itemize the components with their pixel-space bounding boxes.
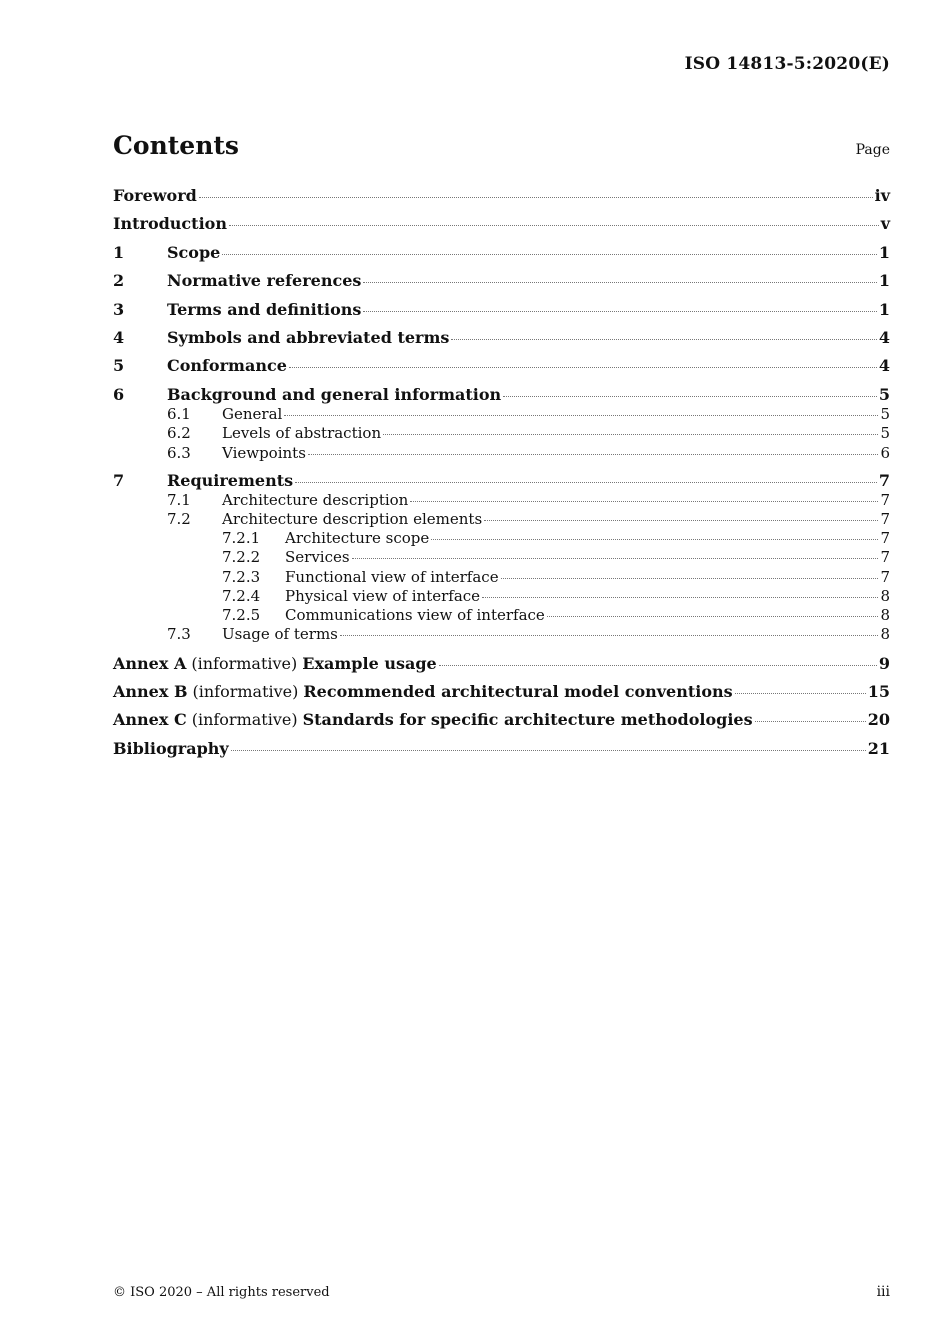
footer-copyright: © ISO 2020 – All rights reserved bbox=[113, 1285, 330, 1300]
dot-leader bbox=[755, 721, 866, 722]
toc-annex-kind: (informative) bbox=[191, 710, 298, 729]
toc-entry-terms-definitions[interactable] bbox=[113, 300, 890, 319]
toc-entry-page: 7 bbox=[880, 510, 890, 528]
toc-entry-requirements[interactable] bbox=[113, 471, 890, 490]
toc-entry-general[interactable] bbox=[113, 405, 890, 423]
toc-entry-title: Architecture description elements bbox=[222, 510, 483, 528]
toc-entry-introduction[interactable] bbox=[113, 214, 890, 233]
toc-entry-number: 7.1 bbox=[167, 491, 191, 509]
dot-leader bbox=[383, 434, 878, 435]
dot-leader bbox=[352, 558, 879, 559]
dot-leader bbox=[547, 616, 879, 617]
document-id: ISO 14813-5:2020(E) bbox=[684, 54, 890, 74]
toc-entry-page: 7 bbox=[878, 471, 890, 490]
toc-annex-label: Annex C bbox=[113, 710, 187, 729]
toc-entry-title: Conformance bbox=[167, 356, 287, 375]
toc-entry-title: Usage of terms bbox=[222, 625, 338, 643]
toc-entry-viewpoints[interactable] bbox=[113, 444, 890, 462]
toc-entry-title: Symbols and abbreviated terms bbox=[167, 328, 450, 347]
dot-leader bbox=[484, 520, 878, 521]
toc-entry-symbols-abbreviated-terms[interactable] bbox=[113, 328, 890, 347]
dot-leader bbox=[482, 597, 878, 598]
toc-entry-page: 8 bbox=[880, 606, 890, 624]
contents-title: Contents bbox=[113, 131, 240, 160]
dot-leader bbox=[363, 282, 876, 283]
toc-entry-page: 8 bbox=[880, 587, 890, 605]
toc-entry-title: Background and general information bbox=[167, 385, 502, 404]
toc-annex-label: Annex A bbox=[113, 654, 187, 673]
toc-entry-title: Architecture description bbox=[222, 491, 409, 509]
toc-entry-services[interactable] bbox=[113, 548, 890, 566]
toc-entry-title: Services bbox=[285, 548, 350, 566]
dot-leader bbox=[431, 539, 878, 540]
dot-leader bbox=[410, 501, 878, 502]
toc-entry-title: Introduction bbox=[113, 214, 227, 233]
toc-entry-number: 6.1 bbox=[167, 405, 191, 423]
toc-entry-number: 7 bbox=[113, 471, 125, 490]
toc-entry-page: 15 bbox=[867, 682, 890, 701]
toc-entry-number: 7.2.1 bbox=[222, 529, 261, 547]
toc-entry-number: 7.3 bbox=[167, 625, 191, 643]
dot-leader bbox=[289, 367, 877, 368]
toc-entry-title: Scope bbox=[167, 243, 221, 262]
toc-entry-number: 7.2.5 bbox=[222, 606, 261, 624]
toc-entry-title: General bbox=[222, 405, 283, 423]
toc-entry-annex-a[interactable] bbox=[113, 654, 890, 673]
toc-entry-title: Architecture scope bbox=[285, 529, 430, 547]
toc-entry-functional-view[interactable] bbox=[113, 568, 890, 586]
toc-entry-page: 7 bbox=[880, 529, 890, 547]
toc-entry-page: iv bbox=[874, 186, 890, 205]
toc-entry-page: 20 bbox=[867, 710, 890, 729]
toc-entry-levels-of-abstraction[interactable] bbox=[113, 424, 890, 442]
toc-entry-usage-of-terms[interactable] bbox=[113, 625, 890, 643]
toc-entry-title: Terms and definitions bbox=[167, 300, 362, 319]
toc-entry-number: 3 bbox=[113, 300, 125, 319]
dot-leader bbox=[284, 415, 878, 416]
dot-leader bbox=[199, 197, 873, 198]
toc-entry-page: v bbox=[880, 214, 890, 233]
toc-entry-title: Bibliography bbox=[113, 739, 229, 758]
toc-entry-page: 21 bbox=[867, 739, 890, 758]
dot-leader bbox=[231, 750, 866, 751]
page-column-label: Page bbox=[855, 142, 890, 158]
dot-leader bbox=[439, 665, 877, 666]
toc-entry-page: 8 bbox=[880, 625, 890, 643]
toc-entry-background[interactable] bbox=[113, 385, 890, 404]
dot-leader bbox=[363, 311, 876, 312]
toc-entry-title: Levels of abstraction bbox=[222, 424, 382, 442]
toc-entry-title: Standards for specific architecture methodologies bbox=[302, 710, 753, 729]
dot-leader bbox=[735, 693, 866, 694]
toc-entry-scope[interactable] bbox=[113, 243, 890, 262]
toc-entry-number: 7.2.3 bbox=[222, 568, 261, 586]
toc-entry-foreword[interactable] bbox=[113, 186, 890, 205]
toc-entry-physical-view[interactable] bbox=[113, 587, 890, 605]
dot-leader bbox=[451, 339, 876, 340]
toc-entry-page: 5 bbox=[880, 424, 890, 442]
toc-entry-number: 6.3 bbox=[167, 444, 191, 462]
toc-entry-page: 4 bbox=[878, 328, 890, 347]
dot-leader bbox=[222, 254, 877, 255]
dot-leader bbox=[295, 482, 877, 483]
toc-entry-page: 7 bbox=[880, 568, 890, 586]
toc-entry-title: Viewpoints bbox=[222, 444, 306, 462]
toc-annex-kind: (informative) bbox=[191, 654, 298, 673]
toc-entry-number: 7.2 bbox=[167, 510, 191, 528]
dot-leader bbox=[501, 578, 879, 579]
toc-entry-title: Normative references bbox=[167, 271, 362, 290]
toc-entry-architecture-description-elements[interactable] bbox=[113, 510, 890, 528]
toc-entry-number: 6 bbox=[113, 385, 125, 404]
toc-entry-page: 9 bbox=[878, 654, 890, 673]
toc-entry-title: Communications view of interface bbox=[285, 606, 545, 624]
dot-leader bbox=[503, 396, 877, 397]
dot-leader bbox=[229, 225, 879, 226]
toc-entry-communications-view[interactable] bbox=[113, 606, 890, 624]
toc-entry-architecture-description[interactable] bbox=[113, 491, 890, 509]
toc-entry-page: 1 bbox=[878, 243, 890, 262]
toc-entry-page: 7 bbox=[880, 491, 890, 509]
toc-entry-number: 7.2.4 bbox=[222, 587, 261, 605]
toc-entry-bibliography[interactable] bbox=[113, 739, 890, 758]
toc-annex-label: Annex B bbox=[113, 682, 188, 701]
footer-page-number: iii bbox=[876, 1284, 890, 1300]
toc-entry-title: Foreword bbox=[113, 186, 197, 205]
toc-entry-annex-b[interactable] bbox=[113, 682, 890, 701]
toc-annex-kind: (informative) bbox=[192, 682, 299, 701]
toc-entry-page: 4 bbox=[878, 356, 890, 375]
toc-entry-title: Recommended architectural model conventions bbox=[303, 682, 733, 701]
toc-entry-page: 1 bbox=[878, 271, 890, 290]
toc-entry-page: 1 bbox=[878, 300, 890, 319]
toc-entry-conformance[interactable] bbox=[113, 356, 890, 375]
dot-leader bbox=[308, 454, 879, 455]
toc-entry-page: 5 bbox=[878, 385, 890, 404]
toc-entry-architecture-scope[interactable] bbox=[113, 529, 890, 547]
toc-entry-number: 6.2 bbox=[167, 424, 191, 442]
toc-entry-number: 4 bbox=[113, 328, 125, 347]
toc-entry-title: Physical view of interface bbox=[285, 587, 481, 605]
toc-entry-number: 5 bbox=[113, 356, 125, 375]
toc-entry-page: 7 bbox=[880, 548, 890, 566]
toc-entry-title: Functional view of interface bbox=[285, 568, 499, 586]
dot-leader bbox=[340, 635, 879, 636]
toc-entry-title: Example usage bbox=[302, 654, 437, 673]
toc-entry-number: 7.2.2 bbox=[222, 548, 261, 566]
toc-entry-title: Requirements bbox=[167, 471, 294, 490]
toc-entry-number: 1 bbox=[113, 243, 125, 262]
toc-entry-page: 5 bbox=[880, 405, 890, 423]
toc-entry-number: 2 bbox=[113, 271, 125, 290]
toc-entry-page: 6 bbox=[880, 444, 890, 462]
toc-entry-normative-references[interactable] bbox=[113, 271, 890, 290]
toc-entry-annex-c[interactable] bbox=[113, 710, 890, 729]
